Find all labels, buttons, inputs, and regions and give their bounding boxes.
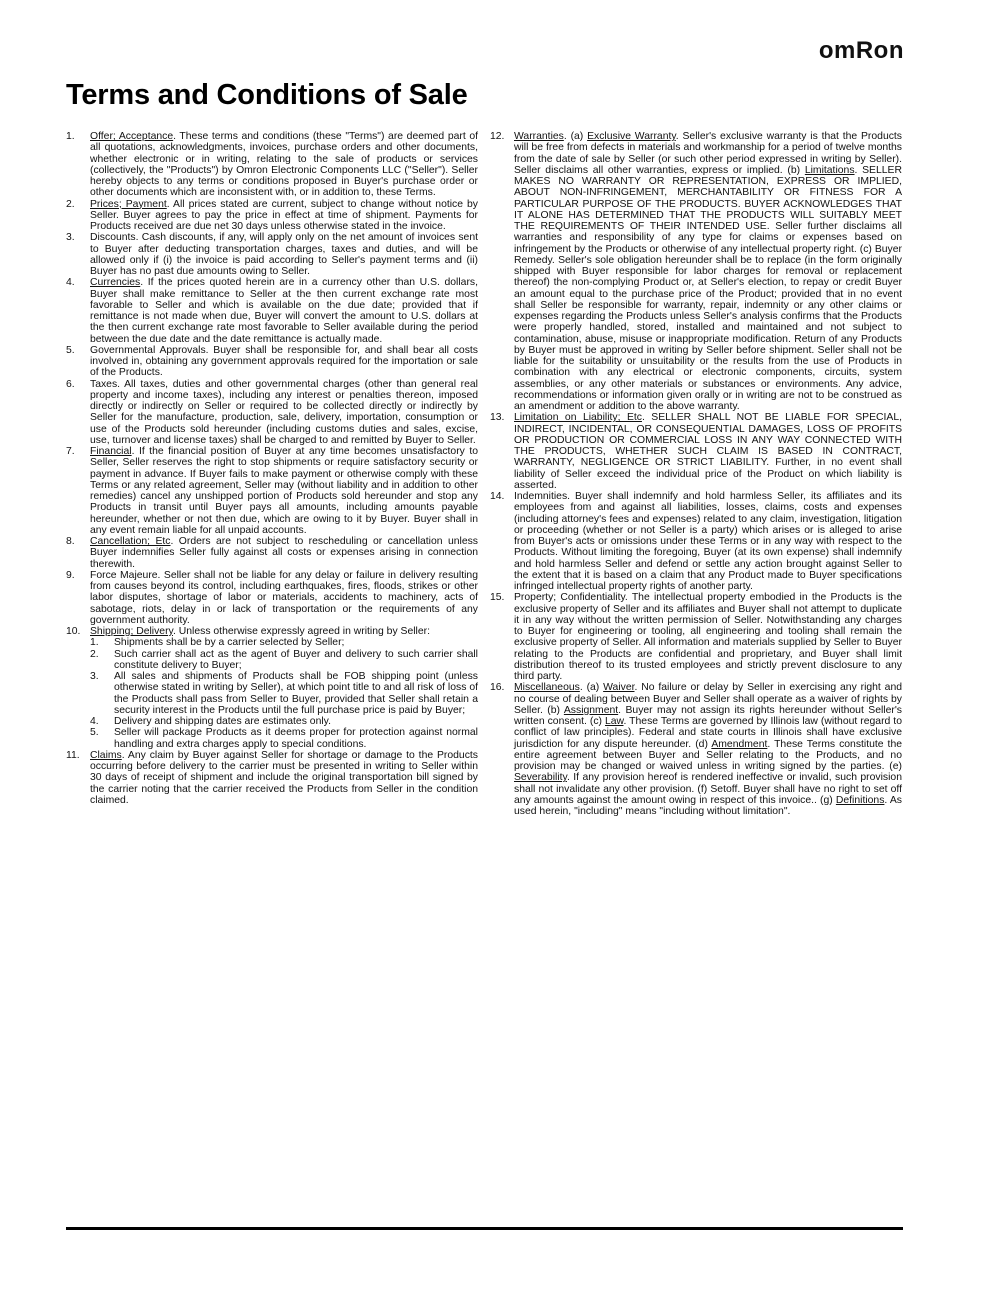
subitem-text: Shipments shall be by a carrier selected by Seller;: [114, 637, 345, 649]
term-text: . These Terms are governed by Illinois law (without regard to conflict of law principles). Federal and state courts in Illinois shall have exclusive jurisdiction for any dispute hereunder. (d): [514, 716, 902, 750]
term-heading: Shipping; Delivery: [90, 626, 173, 637]
subitem-text: All sales and shipments of Products shall be FOB shipping point (unless otherwise stated in writing by Seller), at which point title to and all risk of loss of the Products shall pass from Seller to Buyer, provided that Seller shall retain a security interest in the Products until the full purchase price is paid by Buyer;: [114, 671, 478, 716]
term-number: 14.: [490, 491, 505, 502]
term-item: [66, 232, 478, 277]
term-number: 11.: [66, 749, 80, 761]
omron-logo: omRon: [818, 37, 904, 64]
term-number: 1.: [66, 131, 75, 142]
term-item: [66, 570, 478, 626]
term-subitem: [90, 671, 478, 716]
term-subheading: Law: [604, 716, 624, 727]
term-number: 13.: [490, 412, 505, 424]
subitem-text: Such carrier shall act as the agent of Buyer and delivery to such carrier shall constitute delivery to Buyer;: [114, 648, 478, 671]
term-heading: Cancellation; Etc: [90, 536, 171, 547]
term-text: . (a): [579, 682, 604, 694]
term-text: . Unless otherwise expressly agreed in writing by Seller:: [172, 626, 430, 637]
term-subitem: [90, 637, 478, 648]
term-item: [66, 536, 478, 570]
term-text: . Buyer may not assign its rights hereunder without Seller's written consent. (c): [514, 704, 903, 727]
term-item: [66, 277, 478, 345]
term-subheading: Amendment: [711, 738, 768, 750]
term-number: 10.: [66, 626, 81, 637]
term-text: . If any provision hereof is rendered ineffective or invalid, such provision shall not invalidate any other provision. (f) Setoff. Buyer shall have no right to set off any amounts against the amount owing in respect of this invoice.. (g): [514, 772, 902, 806]
term-number: 3.: [66, 232, 75, 244]
term-text: . Any claim by Buyer against Seller for shortage or damage to the Products occurring before delivery to the carrier must be presented in writing to Seller within 30 days of receipt of shipment and include the original transportation bill signed by the carrier noting that the carrier received the Products from Seller in the condition claimed.: [90, 749, 478, 806]
term-heading: Prices; Payment: [90, 198, 167, 210]
subitem-number: 5.: [90, 727, 99, 739]
term-text: . SELLER SHALL NOT BE LIABLE FOR SPECIAL, INDIRECT, INCIDENTAL, OR CONSEQUENTIAL DAMAGES, LOSS OF PROFITS OR PRODUCTION OR COMMERCIAL LOSS IN ANY WAY CONNECTED WITH THE PRODUCTS, WHETHER SUCH CLAIM IS BASED IN CONTRACT, WARRANTY, NEGLIGENCE OR STRICT LIABILITY. Further, in no event shall liability of Seller exceed the individual price of the Product on which liability is asserted.: [514, 412, 902, 491]
term-text: . If the financial position of Buyer at any time becomes unsatisfactory to Seller, Seller reserves the right to stop shipments or require satisfactory security or payment in advance. If Buyer fails to make payment or otherwise comply with these Terms or any related agreement, Seller may (without liability and in addition to other remedies) cancel any unshipped portion of Products sold hereunder and stop any Products in transit until Buyer pays all amounts, including amounts payable hereunder, whether or not then due, which are owing to it by Buyer. Buyer shall in any event remain liable for all unpaid accounts.: [90, 446, 478, 536]
term-item: [490, 131, 902, 412]
term-heading: Limitation on Liability; Etc: [514, 412, 642, 424]
term-text: . All prices stated are current, subject to change without notice by Seller. Buyer agrees to pay the price in effect at time of shipment. Payments for Products received are due net 30 days unless otherwise stated in the invoice.: [90, 198, 478, 232]
term-text: . These Terms constitute the entire agreement between Buyer and Seller relating to the Products, and no provision may be changed or waived unless in writing signed by the parties. (e): [514, 738, 903, 772]
term-heading: Claims: [90, 749, 122, 761]
term-text: . Seller's exclusive warranty is that the Products will be free from defects in materials and workmanship for a period of twelve months from the date of sale by Seller (or such other period expressed in writing by Seller). Seller disclaims all other warranties, express or implied. (b): [514, 131, 903, 176]
term-number: 2.: [66, 198, 75, 210]
term-text: Indemnities. Buyer shall indemnify and hold harmless Seller, its affiliates and its employees from and against all liabilities, losses, claims, costs and expenses (including attorney's fees and expenses) related to any claim, investigation, litigation or proceeding (whether or not Seller is a party) which arises or is alleged to arise from Buyer's acts or omissions under these Terms or in any way with respect to the Products. Without limiting the foregoing, Buyer (at its own expense) shall indemnify and hold harmless Seller and defend or settle any action brought against Seller to the extent that it is based on a claim that any Product made to Buyer specifications infringed intellectual property rights of another party.: [514, 491, 902, 592]
term-item: [66, 131, 478, 199]
term-number: 12.: [490, 131, 505, 142]
term-subitem: [90, 727, 478, 750]
terms-column-right: [490, 131, 902, 817]
term-item: [490, 592, 902, 682]
term-subheading: Limitations: [804, 164, 855, 176]
term-number: 5.: [66, 344, 75, 356]
term-item: [66, 199, 478, 233]
term-text: Governmental Approvals. Buyer shall be responsible for, and shall bear all costs involved in, obtaining any government approvals required for the importation or sale of the Products.: [90, 344, 478, 379]
term-item: [66, 345, 478, 379]
subitem-text: Seller will package Products as it deems proper for protection against normal handling and extra charges apply to special conditions.: [114, 727, 478, 750]
term-text: . These terms and conditions (these "Terms") are deemed part of all quotations, acknowledgments, invoices, purchase orders and other documents, whether electronic or in writing, relating to the sale of products or services (collectively, the "Products") by Omron Electronic Components LLC ("Seller"). Seller hereby objects to any terms or conditions proposed in Buyer's purchase order or other documents which are inconsistent with, or in addition to, these Terms.: [90, 131, 478, 199]
term-number: 15.: [490, 592, 505, 604]
term-heading: Offer; Acceptance: [90, 131, 174, 142]
term-number: 4.: [66, 277, 75, 289]
term-text: . If the prices quoted herein are in a currency other than U.S. dollars, Buyer shall make remittance to Seller at the then current exchange rate most favorable to Seller and which is available on the due date; provided that if remittance is not made when due, Buyer will convert the amount to U.S. dollars at the then current exchange rate most favorable to Seller available during the period between the due date and the date remittance is actually made.: [90, 277, 478, 345]
subitem-number: 4.: [90, 716, 99, 727]
term-item: [66, 446, 478, 536]
term-subheading: Definitions: [835, 794, 885, 806]
term-item: [66, 379, 478, 447]
term-number: 16.: [490, 682, 505, 694]
term-text: Property; Confidentiality. The intellectual property embodied in the Products is the exclusive property of Seller and its affiliates and Buyer shall not attempt to duplicate it in any way without the written permission of Seller. Notwithstanding any charges to Buyer for engineering or tooling, all engineering and tooling shall remain the exclusive property of Seller. All information and materials supplied by Seller to Buyer relating to the Products are confidential and proprietary, and Buyer shall limit distribution thereof to its trusted employees and strictly prevent disclosure to any third party.: [514, 592, 902, 682]
term-number: 8.: [66, 536, 75, 547]
term-text: Force Majeure. Seller shall not be liable for any delay or failure in delivery resulting from causes beyond its control, including earthquakes, fires, floods, strikes or other labor disputes, shortage of labor or materials, accidents to machinery, acts of sabotage, riots, delay in or lack of transportation or the requirements of any government authority.: [90, 569, 478, 626]
subitem-number: 3.: [90, 671, 99, 682]
term-heading: Miscellaneous: [514, 682, 580, 694]
term-number: 7.: [66, 446, 75, 457]
term-subheading: Exclusive Warranty: [587, 131, 676, 142]
term-heading: Financial: [90, 446, 132, 457]
term-item: [490, 491, 902, 592]
subitem-number: 1.: [90, 637, 99, 649]
term-text: . (a): [563, 131, 588, 142]
term-heading: Warranties: [514, 131, 564, 142]
term-text: Discounts. Cash discounts, if any, will apply only on the net amount of invoices sent to Buyer after deducting transportation charges, taxes and duties, and will be allowed only if (i) the invoice is paid according to Seller's payment terms and (ii) Buyer has no past due amounts owing to Seller.: [90, 232, 478, 277]
term-item: [490, 682, 902, 817]
term-heading: Currencies: [90, 277, 141, 289]
term-text: . No failure or delay by Seller in exercising any right and no course of dealing between Buyer and Seller shall operate as a waiver of rights by Seller. (b): [514, 682, 902, 716]
term-item: [490, 412, 902, 491]
term-number: 6.: [66, 378, 75, 390]
footer-rule: [66, 1227, 903, 1230]
subitem-number: 2.: [90, 648, 99, 660]
term-text: . SELLER MAKES NO WARRANTY OR REPRESENTATION, EXPRESS OR IMPLIED, ABOUT NON-INFRINGEMENT, MERCHANTABILITY OR FITNESS FOR A PARTICULAR PURPOSE OF THE PRODUCTS. BUYER ACKNOWLEDGES THAT IT ALONE HAS DETERMINED THAT THE PRODUCTS WILL SUITABLY MEET THE REQUIREMENTS OF THEIR INTENDED USE. Seller further disclaims all warranties and responsibility of any type for claims or expenses based on infringement by the Products or otherwise of any intellectual property right. (c) Buyer Remedy. Seller's sole obligation hereunder shall be to replace (in the form originally shipped with Buyer responsible for labor charges for removal or replacement thereof) the non-complying Product or, at Seller's election, to repay or credit Buyer an amount equal to the purchase price of the Product; provided that in no event shall Seller be responsible for warranty, repair, indemnity or any other claims or expenses regarding the Products unless Seller's analysis confirms that the Products were properly handled, stored, installed and maintained and not subject to contamination, abuse, misuse or inappropriate modification. Return of any Products by Buyer must be approved in writing by Seller before shipment. Seller shall not be liable for the suitability or unsuitability or the results from the use of Products in combination with any electrical or electronic components, circuits, system assemblies, or any other materials or substances or environments. Any advice, recommendations or information given orally or in writing are not to be construed as an amendment or addition to the above warranty.: [514, 164, 902, 412]
term-subheading: Assignment: [563, 704, 619, 716]
term-text: . Orders are not subject to rescheduling or cancellation unless Buyer indemnifies Seller fully against all costs or expenses arising in connection therewith.: [90, 536, 478, 570]
term-number: 9.: [66, 569, 75, 581]
term-item: [66, 626, 478, 750]
term-text: Taxes. All taxes, duties and other governmental charges (other than general real property and income taxes), including any interest or penalties thereon, imposed directly or indirectly on Seller or required to be collected directly or indirectly by Seller for the manufacture, production, sale, delivery, importation, consumption or use of the Products sold hereunder (including customs duties and sales, excise, use, turnover and license taxes) shall be charged to and remitted by Buyer to Seller.: [90, 378, 478, 446]
term-item: [66, 750, 478, 806]
subitem-text: Delivery and shipping dates are estimates only.: [114, 716, 331, 727]
page-title: Terms and Conditions of Sale: [66, 79, 468, 111]
term-subheading: Severability: [514, 772, 567, 784]
terms-column-left: [66, 131, 478, 806]
term-subitem: [90, 649, 478, 672]
term-subitem: [90, 716, 478, 727]
term-text: . As used herein, "including" means "including without limitation".: [514, 794, 902, 817]
term-subheading: Waiver: [603, 682, 635, 694]
